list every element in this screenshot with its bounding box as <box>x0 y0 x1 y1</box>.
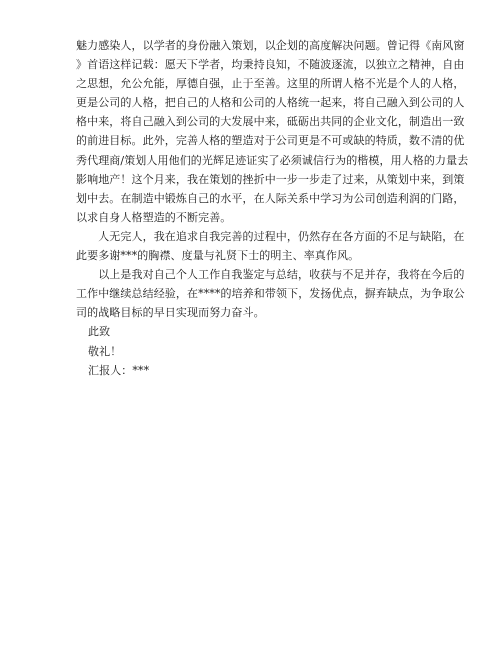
reporter-signature: 汇报人：*** <box>88 363 150 377</box>
text-line: 秀代理商/策划人用他们的光辉足迹证实了必须诚信行为的楷模，用人格的力量去 <box>76 153 469 167</box>
text-line: 以上是我对自己个人工作自我鉴定与总结，收获与不足并存，我将在今后的 <box>76 268 465 282</box>
text-line: 之思想，允公允能，厚德自强，止于至善。这里的所谓人格不光是个人的人格， <box>76 77 465 91</box>
closing-block <box>76 322 426 379</box>
text-line: 司的战略目标的早日实现而努力奋斗。 <box>76 306 265 320</box>
paragraph-shortcomings <box>76 227 465 265</box>
text-line: 》首语这样记载：愿天下学者，均秉持良知，不随波逐流，以独立之精神，自由 <box>76 58 465 72</box>
text-line: 的前进目标。此外，完善人格的塑造对于公司更是不可或缺的特质，数不清的优 <box>76 134 465 148</box>
text-line: 人无完人，我在追求自我完善的过程中，仍然存在各方面的不足与缺陷，在 <box>76 229 465 243</box>
document-body <box>76 36 469 380</box>
text-line: 此要多谢***的胸襟、度量与礼贤下士的明主、率真作风。 <box>76 249 360 263</box>
text-line: 划中去。在制造中锻炼自己的水平，在人际关系中学习为公司创造利润的门路， <box>76 191 465 205</box>
text-line: 魅力感染人，以学者的身份融入策划，以企划的高度解决问题。曾记得《南风窗 <box>76 39 465 52</box>
text-line: 工作中继续总结经验，在****的培养和带领下，发扬优点，摒弃缺点，为争取公 <box>76 287 465 301</box>
text-line: 更是公司的人格，把自己的人格和公司的人格统一起来，将自己融入到公司的人 <box>76 96 465 110</box>
text-line: 以求自身人格塑造的不断完善。 <box>76 210 232 224</box>
text-line: 格中来，将自己融入到公司的大发展中来，砥砺出共同的企业文化，制造出一致 <box>76 115 465 129</box>
closing-regards: 此致 <box>88 325 111 339</box>
paragraph-personality <box>76 36 469 227</box>
text-line: 影响地产！这个月来，我在策划的挫折中一步一步走了过来，从策划中来，到策 <box>76 172 465 186</box>
closing-salute: 敬礼！ <box>88 344 122 358</box>
paragraph-summary <box>76 265 465 322</box>
